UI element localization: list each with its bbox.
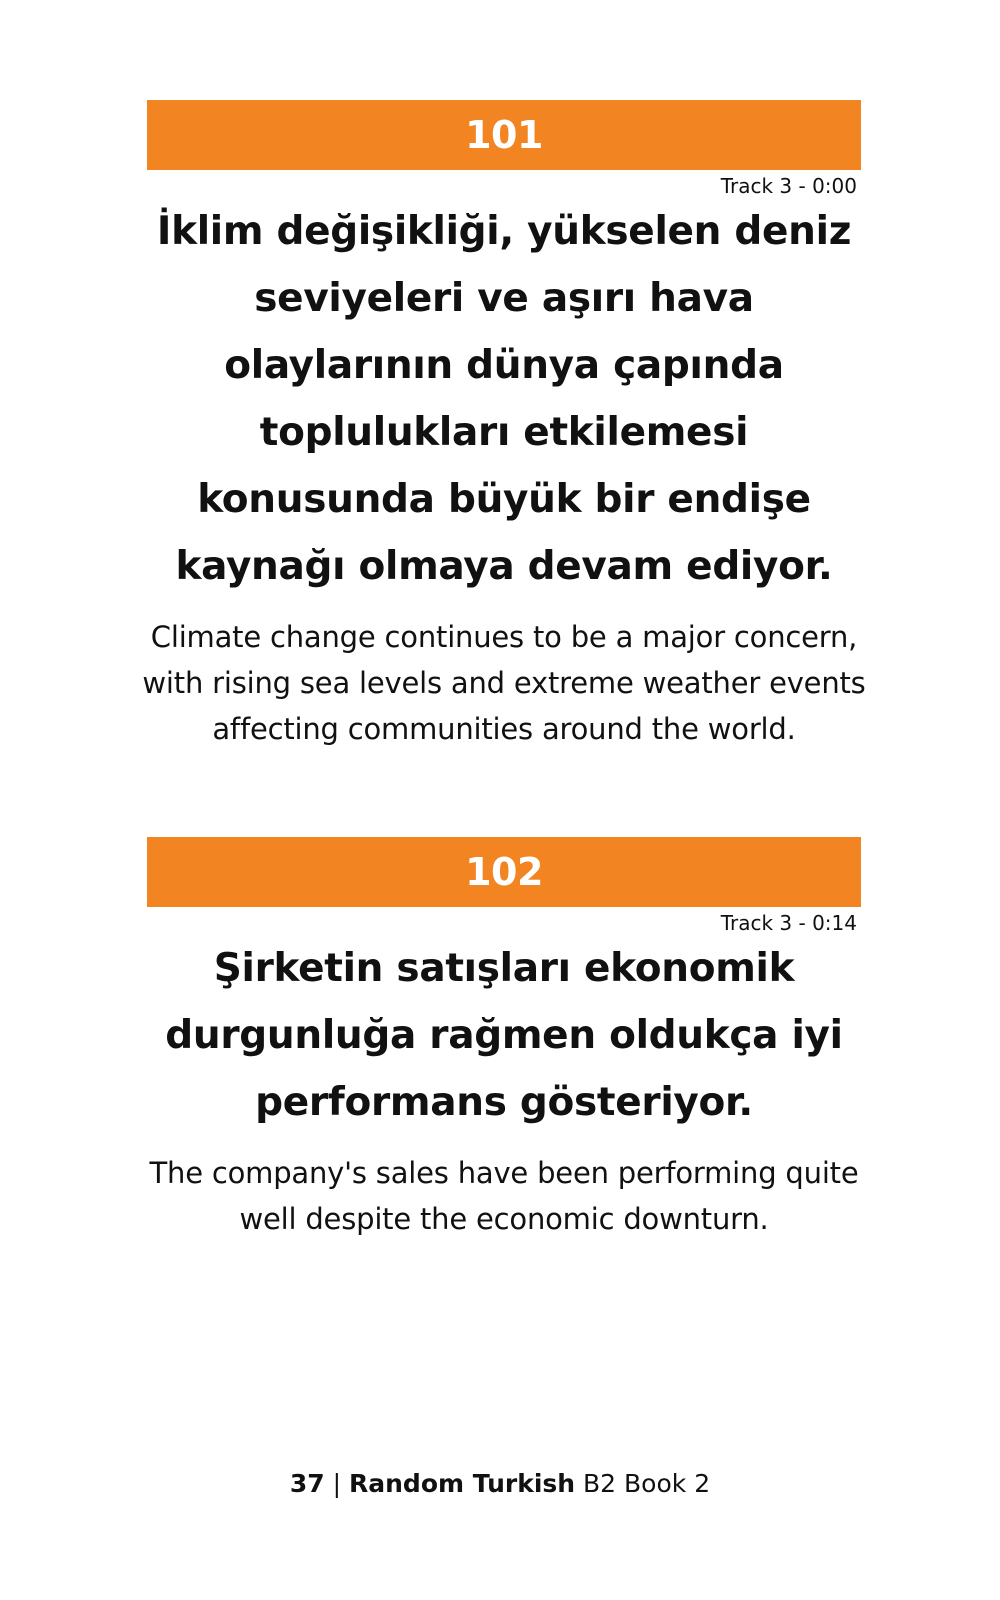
sentence-number: 102: [465, 850, 543, 894]
footer-separator: |: [332, 1469, 342, 1498]
audio-track-label: Track 3 - 0:00: [720, 174, 857, 198]
book-title-rest: B2 Book 2: [583, 1469, 711, 1498]
sentence-entry: [142, 100, 866, 752]
sentence-number-banner: [147, 100, 861, 170]
sentence-number: 101: [465, 113, 543, 157]
audio-track-label: Track 3 - 0:14: [720, 911, 857, 935]
book-title-bold: Random Turkish: [349, 1469, 576, 1498]
page-footer: [0, 1468, 1000, 1500]
sentence-number-banner: [147, 837, 861, 907]
turkish-sentence: İklim değişikliği, yükselen deniz seviyeleri ve aşırı hava olaylarının dünya çapında toplulukları etkilemesi konusunda büyük bir endişe kaynağı olmaya devam ediyor.: [156, 209, 852, 589]
page-number: 37: [289, 1469, 325, 1498]
english-translation: Climate change continues to be a major concern, with rising sea levels and extreme weather events affecting communities around the world.: [142, 620, 866, 746]
english-translation: The company's sales have been performing quite well despite the economic downturn.: [149, 1156, 859, 1236]
sentence-entry: [147, 837, 861, 1242]
turkish-sentence: Şirketin satışları ekonomik durgunluğa rağmen oldukça iyi performans gösteriyor.: [165, 946, 843, 1125]
